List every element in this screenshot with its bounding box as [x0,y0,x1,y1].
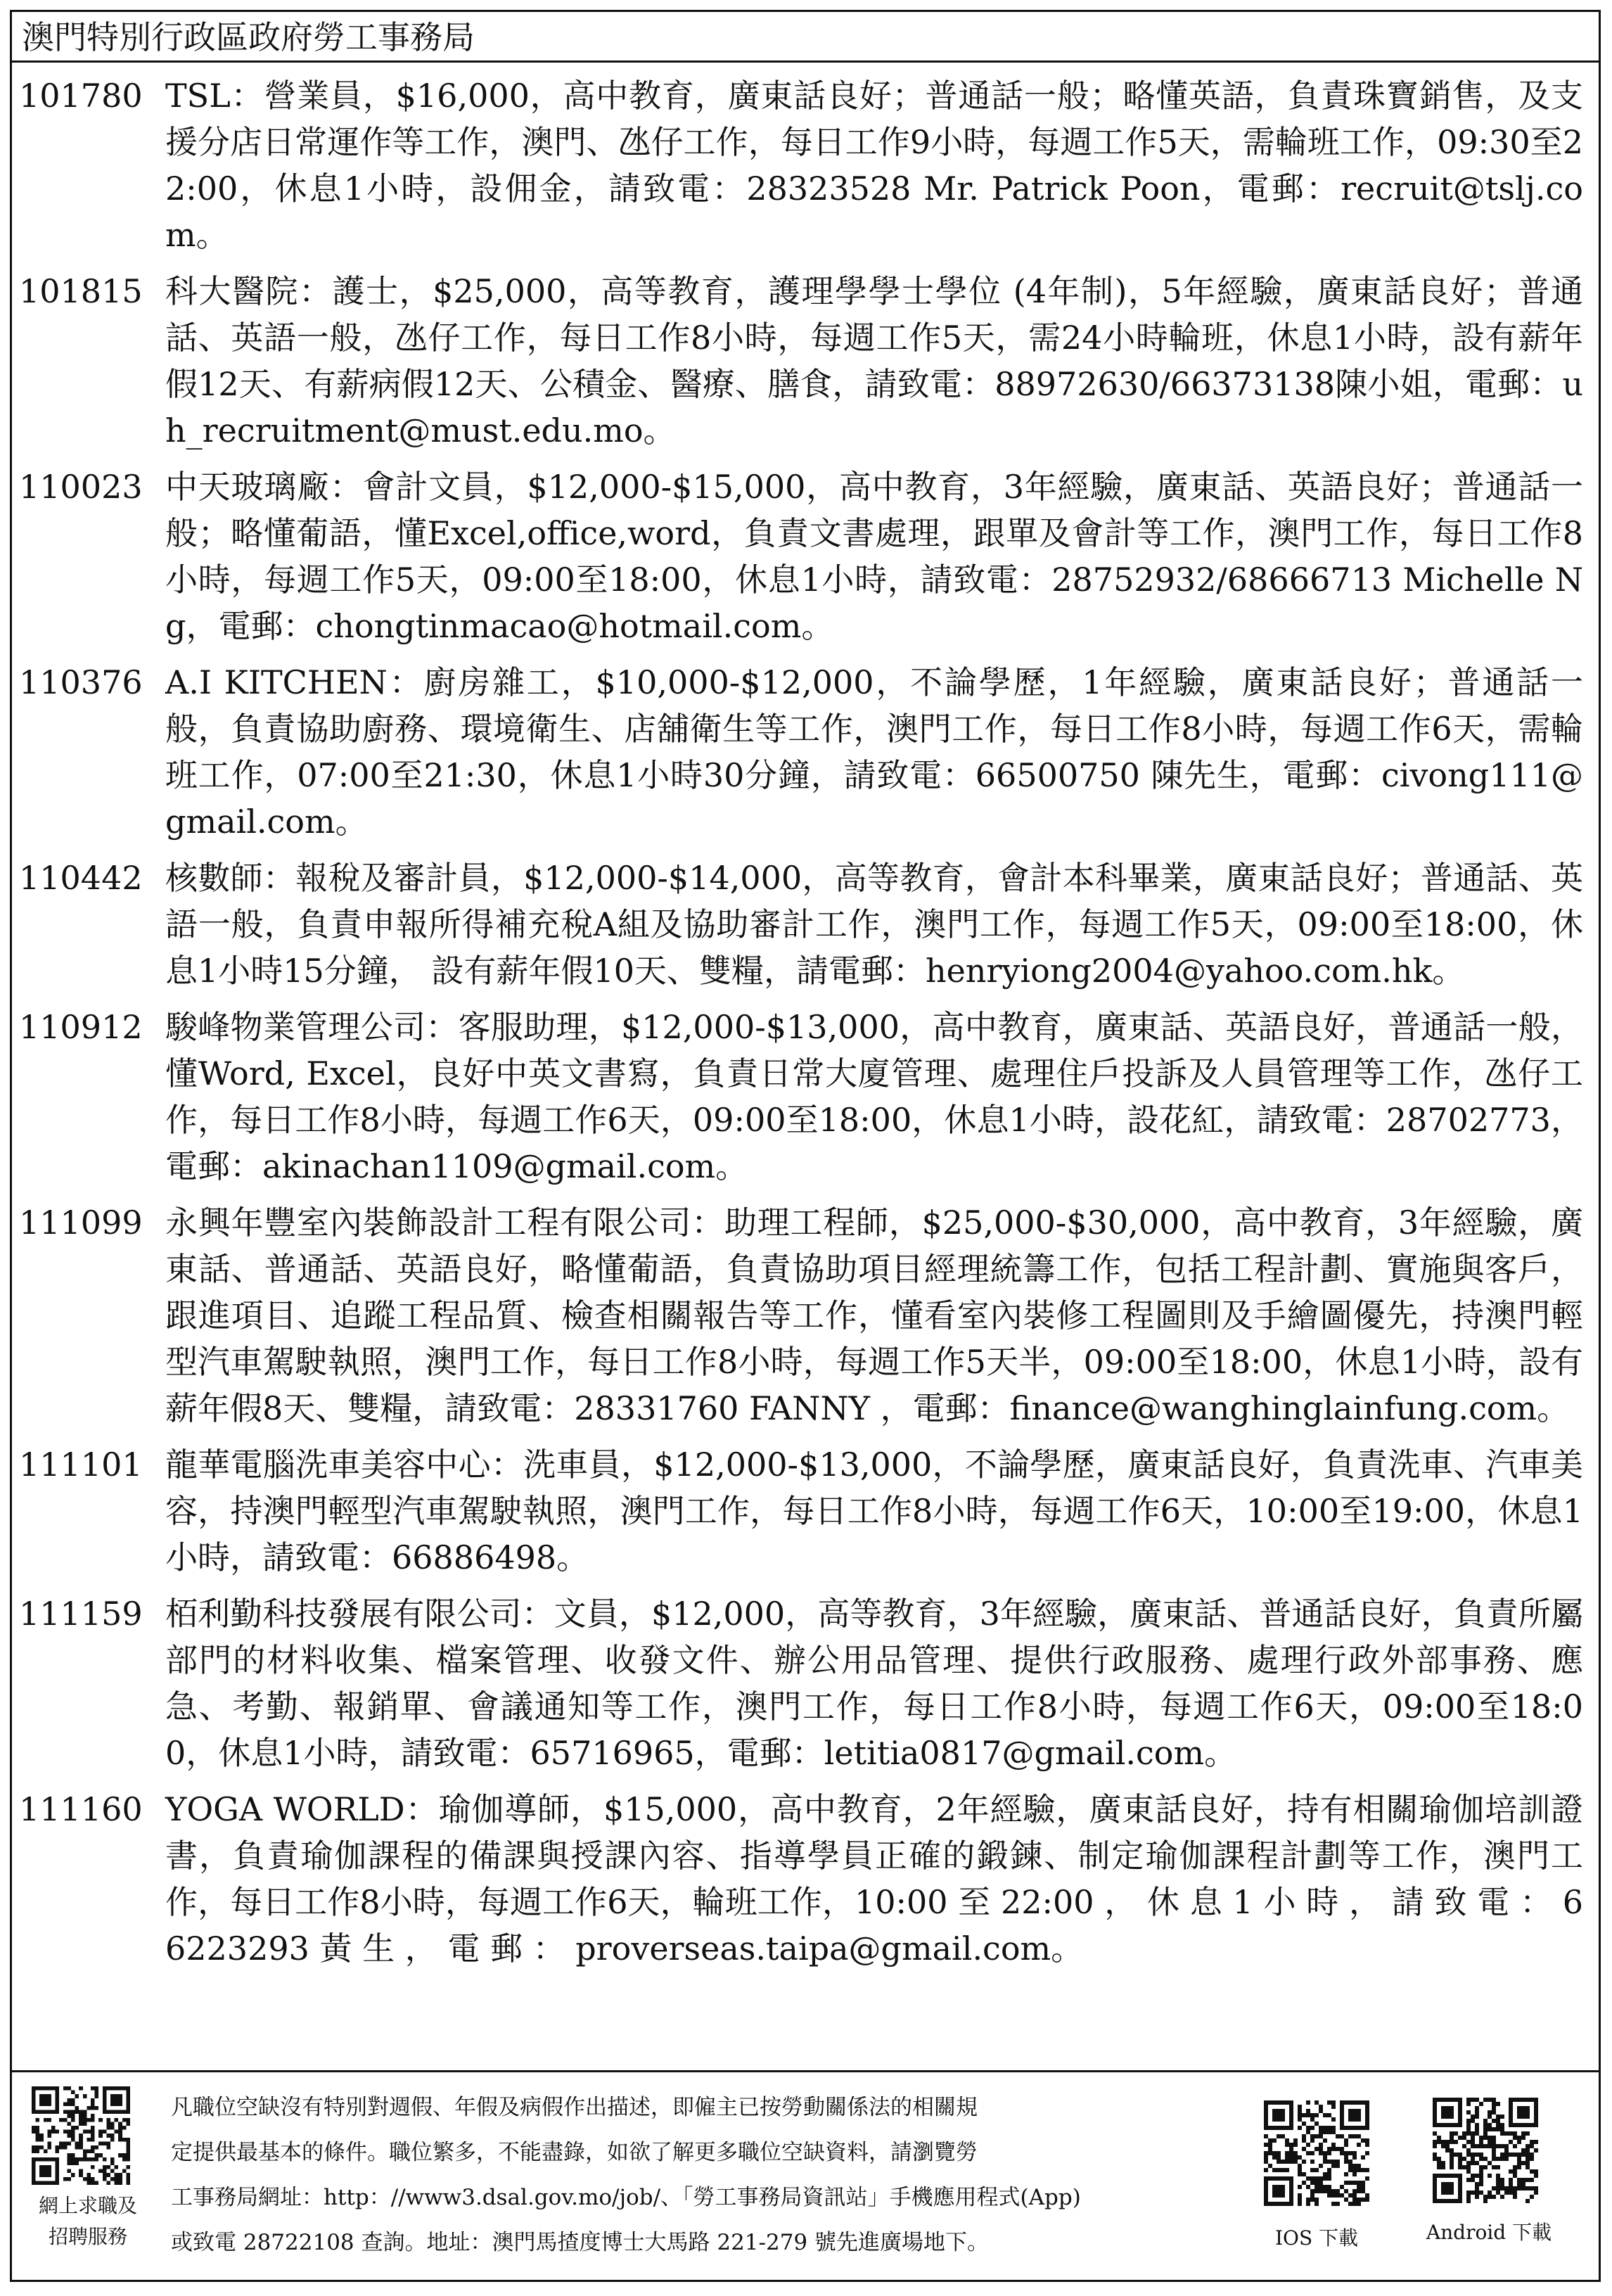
job-code: 110376 [19,663,143,701]
notice-line: 或致電 28722108 查詢。地址：澳門馬揸度博士大馬路 221-279 號先進廣場地下。 [171,2230,990,2255]
job-description: 栢利勤科技發展有限公司：文員，$12,000，高等教育，3年經驗，廣東話、普通話良好，負責所屬部門的材料收集、檔案管理、收發文件、辦公用品管理、提供行政服務、處理行政外部事務、應急、考勤、報銷單、會議通知等工作，澳門工作，每日工作8小時，每週工作6天，09:00至18:00，休息1小時，請致電：65716965，電郵：letitia0817@gmail.com。 [165,1595,1583,1772]
footer [12,2070,1599,2280]
job-code: 111160 [19,1790,143,1828]
page-title: 澳門特別行政區政府勞工事務局 [12,12,1599,63]
job-description: 龍華電腦洗車美容中心：洗車員，$12,000-$13,000，不論學歷，廣東話良好，負責洗車、汽車美容，持澳門輕型汽車駕駛執照，澳門工作，每日工作8小時，每週工作6天，10:00至19:00，休息1小時，請致電：66886498。 [165,1446,1583,1576]
qr-code-job-portal[interactable] [32,2086,130,2185]
notice-text [171,2085,1226,2265]
notice-line: 定提供最基本的條件。職位繁多，不能盡錄，如欲了解更多職位空缺資料，請瀏覽勞 [171,2140,978,2165]
job-listing [12,1441,1599,1581]
qr-label [18,2190,158,2252]
job-listing [12,659,1599,845]
job-description: 駿峰物業管理公司：客服助理，$12,000-$13,000，高中教育，廣東話、英語良好，普通話一般，懂Word, Excel，良好中英文書寫，負責日常大廈管理、處理住戶投訴及人員管理等工作，氹仔工作，每日工作8小時，每週工作6天，09:00至18:00，休息1小時，設花紅，請致電：28702773，電郵：akinachan1109@gmail.com。 [165,1008,1583,1185]
job-code: 101815 [19,272,143,310]
ios-download-label: IOS 下載 [1274,2226,1359,2250]
job-description: YOGA WORLD：瑜伽導師，$15,000，高中教育，2年經驗，廣東話良好，持有相關瑜伽培訓證書，負責瑜伽課程的備課與授課內容、指導學員正確的鍛鍊、制定瑜伽課程計劃等工作，澳門工作，每日工作8小時，每週工作6天，輪班工作，10:00 至 22:00 ， 休 息 1 小 時 ， 請 致 電 ： 66223293 黃 生 ， 電 郵 ： proverseas.taipa@gmail.com。 [165,1790,1583,1967]
job-code: 110912 [19,1008,143,1046]
job-code: 110023 [19,468,143,506]
job-description: 核數師：報稅及審計員，$12,000-$14,000，高等教育，會計本科畢業，廣東話良好；普通話、英語一般，負責申報所得補充稅A組及協助審計工作，澳門工作，每週工作5天，09:00至18:00，休息1小時15分鐘， 設有薪年假10天、雙糧，請電郵：henryiong2004@yahoo.com.hk。 [165,859,1583,990]
android-download-label: Android 下載 [1426,2221,1552,2244]
job-description: 科大醫院：護士，$25,000，高等教育，護理學學士學位 (4年制)，5年經驗，廣東話良好；普通話、英語一般，氹仔工作，每日工作8小時，每週工作5天，需24小時輪班，休息1小時，設有薪年假12天、有薪病假12天、公積金、醫療、膳食，請致電：88972630/66373138陳小姐，電郵：uh_recruitment@must.edu.mo。 [165,272,1583,449]
job-code: 110442 [19,859,143,897]
notice-line: 凡職位空缺沒有特別對週假、年假及病假作出描述，即僱主已按勞動關係法的相關規 [171,2095,978,2120]
qr-code-android-app[interactable] [1433,2098,1538,2203]
job-listing [12,464,1599,649]
job-description: TSL：營業員，$16,000，高中教育，廣東話良好；普通話一般；略懂英語，負責珠寶銷售，及支援分店日常運作等工作，澳門、氹仔工作，每日工作9小時，每週工作5天，需輪班工作，09:30至22:00，休息1小時，設佣金，請致電：28323528 Mr. Patrick Poon，電郵：recruit@tslj.com。 [165,77,1583,254]
job-description: 永興年豐室內裝飾設計工程有限公司：助理工程師，$25,000-$30,000，高中教育，3年經驗，廣東話、普通話、英語良好，略懂葡語，負責協助項目經理統籌工作，包括工程計劃、實施與客戶，跟進項目、追蹤工程品質、檢查相關報告等工作，懂看室內裝修工程圖則及手繪圖優先，持澳門輕型汽車駕駛執照，澳門工作，每日工作8小時，每週工作5天半，09:00至18:00，休息1小時，設有薪年假8天、雙糧，請致電：28331760 FANNY ，電郵：finance@wanghinglainfung.com。 [165,1204,1583,1427]
job-description: A.I KITCHEN：廚房雜工，$10,000-$12,000，不論學歷，1年經驗，廣東話良好；普通話一般，負責協助廚務、環境衛生、店舖衛生等工作，澳門工作，每日工作8小時，每週工作6天，需輪班工作，07:00至21:30，休息1小時30分鐘，請致電：66500750 陳先生，電郵：civong111@gmail.com。 [165,663,1583,841]
job-listing [12,72,1599,258]
job-description: 中天玻璃廠：會計文員，$12,000-$15,000，高中教育，3年經驗，廣東話、英語良好；普通話一般；略懂葡語，懂Excel,office,word，負責文書處理，跟單及會計等工作，澳門工作，每日工作8小時，每週工作5天，09:00至18:00，休息1小時，請致電：28752932/68666713 Michelle Ng，電郵：chongtinmacao@hotmail.com。 [165,468,1583,645]
notice-line: 工事務局網址：http：//www3.dsal.gov.mo/job/、「勞工事務局資訊站」手機應用程式(App) [171,2185,1081,2210]
job-code: 111101 [19,1446,143,1484]
job-listing [12,1004,1599,1190]
job-code: 111099 [19,1204,143,1242]
job-code: 111159 [19,1595,143,1633]
job-listing [12,855,1599,994]
job-listings [12,72,1599,1982]
qr-label-line-2: 招聘服務 [48,2225,127,2248]
qr-code-ios-app[interactable] [1264,2100,1369,2206]
job-listing-sheet [10,10,1601,2282]
job-listing [12,268,1599,454]
job-listing [12,1786,1599,1972]
qr-label-line-1: 網上求職及 [38,2194,137,2217]
job-listing [12,1590,1599,1776]
job-code: 101780 [19,77,143,115]
job-listing [12,1199,1599,1431]
